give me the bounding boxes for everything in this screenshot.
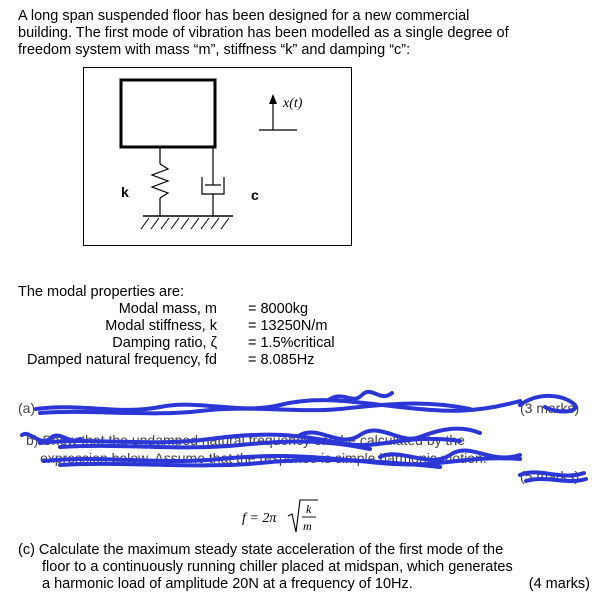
- property-value: = 8000kg: [248, 301, 309, 317]
- part-c-marks: (4 marks): [528, 576, 590, 592]
- properties-title: The modal properties are:: [18, 284, 185, 300]
- intro-line-3: freedom system with mass “m”, stiffness “k” and damping “c”:: [18, 42, 411, 58]
- part-c-line-3: a harmonic load of amplitude 20N at a frequency of 10Hz.: [42, 576, 413, 592]
- ground: [141, 216, 233, 229]
- part-c-question: [18, 542, 598, 593]
- damper: [202, 147, 224, 216]
- property-label: Damping ratio, ζ: [112, 335, 217, 351]
- intro-line-1: A long span suspended floor has been designed for a new commercial: [18, 8, 470, 24]
- part-c-line-1: (c) Calculate the maximum steady state acceleration of the first mode of the: [18, 542, 504, 558]
- part-c-line-2: floor to a continuously running chiller placed at midspan, which generates: [42, 559, 513, 575]
- sdof-diagram: [83, 67, 353, 247]
- formula-lhs: f = 2π: [242, 511, 277, 526]
- intro-line-2: building. The first mode of vibration has been modelled as a single degree of: [18, 25, 509, 41]
- part-a-label: (a): [18, 400, 36, 416]
- natural-frequency-formula: [242, 494, 342, 538]
- part-c-line-3-wrap: [18, 576, 598, 593]
- displacement-label: x(t): [283, 96, 303, 111]
- mass-block: [121, 80, 215, 147]
- spring: [152, 147, 168, 216]
- property-label: Modal stiffness, k: [105, 318, 217, 334]
- part-b-line-1: b) Show that the undamped natural frequency can be calculated by the: [26, 432, 465, 448]
- scribbled-out-questions: [0, 385, 606, 485]
- property-value: = 8.085Hz: [248, 352, 315, 368]
- problem-intro: [18, 8, 598, 59]
- part-b-line-2: expression below. Assume that the response is simple harmonic motion.: [40, 450, 487, 466]
- formula-denominator: m: [303, 519, 312, 533]
- property-value: = 13250N/m: [248, 318, 328, 334]
- damper-label: c: [251, 187, 259, 203]
- property-value: = 1.5%critical: [248, 335, 335, 351]
- part-a-marks: (3 marks): [520, 400, 580, 416]
- property-label: Modal mass, m: [118, 301, 217, 317]
- part-b-marks: (5 marks): [520, 468, 580, 484]
- property-label: Damped natural frequency, fd: [27, 352, 217, 368]
- spring-label: k: [121, 184, 129, 200]
- diagram-frame: [84, 68, 352, 246]
- formula-numerator: k: [306, 502, 312, 516]
